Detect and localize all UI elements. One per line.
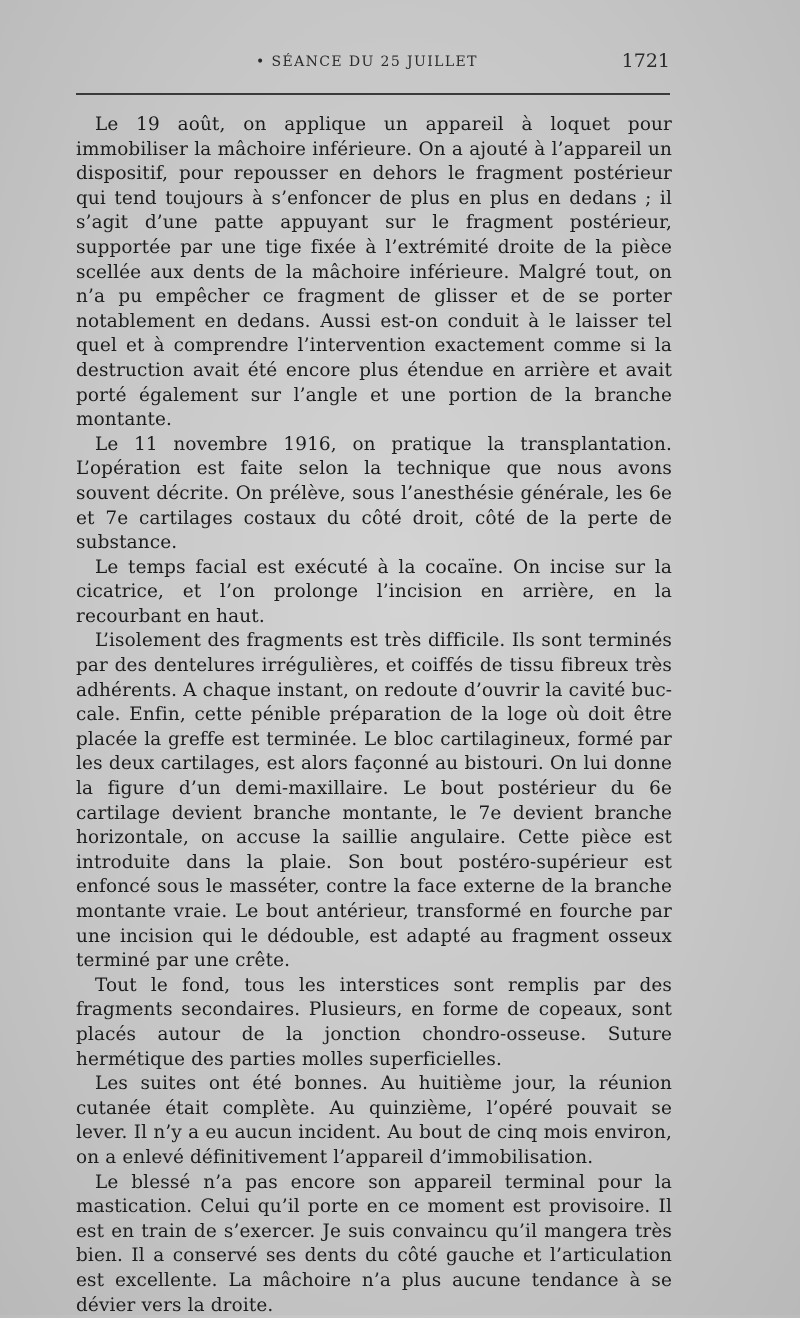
page-number: 1721 xyxy=(621,50,670,72)
paragraph: L’isolement des fragments est très difficile. Ils sont terminés par des dentelures irrégulières, et coiffés de tissu fibreux très adhérents. A chaque instant, on redoute d’ouvrir la cavité buccale. Enfin, cette pénible préparation de la loge où doit être placée la greffe est terminée. Le bloc cartilagineux, formé par les deux cartilages, est alors façonné au bistouri. On lui donne la figure d’un demi-maxillaire. Le bout postérieur du 6e cartilage devient branche montante, le 7e devient branche horizontale, on accuse la saillie angulaire. Cette pièce est introduite dans la plaie. Son bout postéro-supérieur est enfoncé sous le masséter, contre la face externe de la branche montante vraie. Le bout antérieur, transformé en fourche par une incision qui le dédouble, est adapté au fragment osseux terminé par une crête. xyxy=(76,630,672,972)
paragraph: Le 11 novembre 1916, on pratique la transplantation. L’opération est faite selon la technique que nous avons souvent décrite. On prélève, sous l’anesthésie générale, les 6e et 7e cartilages costaux du côté droit, côté de la perte de substance. xyxy=(76,433,672,554)
paragraph: Tout le fond, tous les interstices sont remplis par des fragments secondaires. Plusieurs, en forme de copeaux, sont placés autour de la jonction chondro-osseuse. Suture hermétique des parties molles superficielles. xyxy=(76,974,672,1070)
header-rule xyxy=(76,93,670,95)
paragraph: Le temps facial est exécuté à la cocaïne. On incise sur la cicatrice, et l’on prolonge l’incision en arrière, en la recourbant en haut. xyxy=(76,556,672,627)
paragraph: Le 19 août, on applique un appareil à loquet pour immobiliser la mâchoire inférieure. On a ajouté à l’appareil un dispositif, pour repousser en dehors le fragment postérieur qui tend toujours à s’enfoncer de plus en plus en dedans ; il s’agit d’une patte appuyant sur le fragment postérieur, supportée par une tige fixée à l’extrémité droite de la pièce scellée aux dents de la mâchoire inférieure. Malgré tout, on n’a pu empêcher ce fragment de glisser et de se porter notablement en dedans. Aussi est-on conduit à le laisser tel quel et à comprendre l’intervention exactement comme si la destruction avait été encore plus étendue en arrière et avait porté également sur l’angle et une portion de la branche montante. xyxy=(76,114,672,431)
paragraph: Le blessé n’a pas encore son appareil terminal pour la mastication. Celui qu’il porte en ce moment est provisoire. Il est en train de s’exercer. Je suis convaincu qu’il mangera très bien. Il a conservé ses dents du côté gauche et l’articulation est excellente. La mâchoire n’a plus aucune tendance à se dévier vers la droite. xyxy=(76,1171,672,1316)
paragraph: Les suites ont été bonnes. Au huitième jour, la réunion cutanée était complète. Au quinzième, l’opéré pouvait se lever. Il n’y a eu aucun incident. Au bout de cinq mois environ, on a enlevé définitivement l’appareil d’immobilisation. xyxy=(76,1073,672,1168)
page-header xyxy=(76,50,670,78)
body-text xyxy=(76,113,672,1318)
running-title: • SÉANCE DU 25 JUILLET xyxy=(256,54,478,70)
